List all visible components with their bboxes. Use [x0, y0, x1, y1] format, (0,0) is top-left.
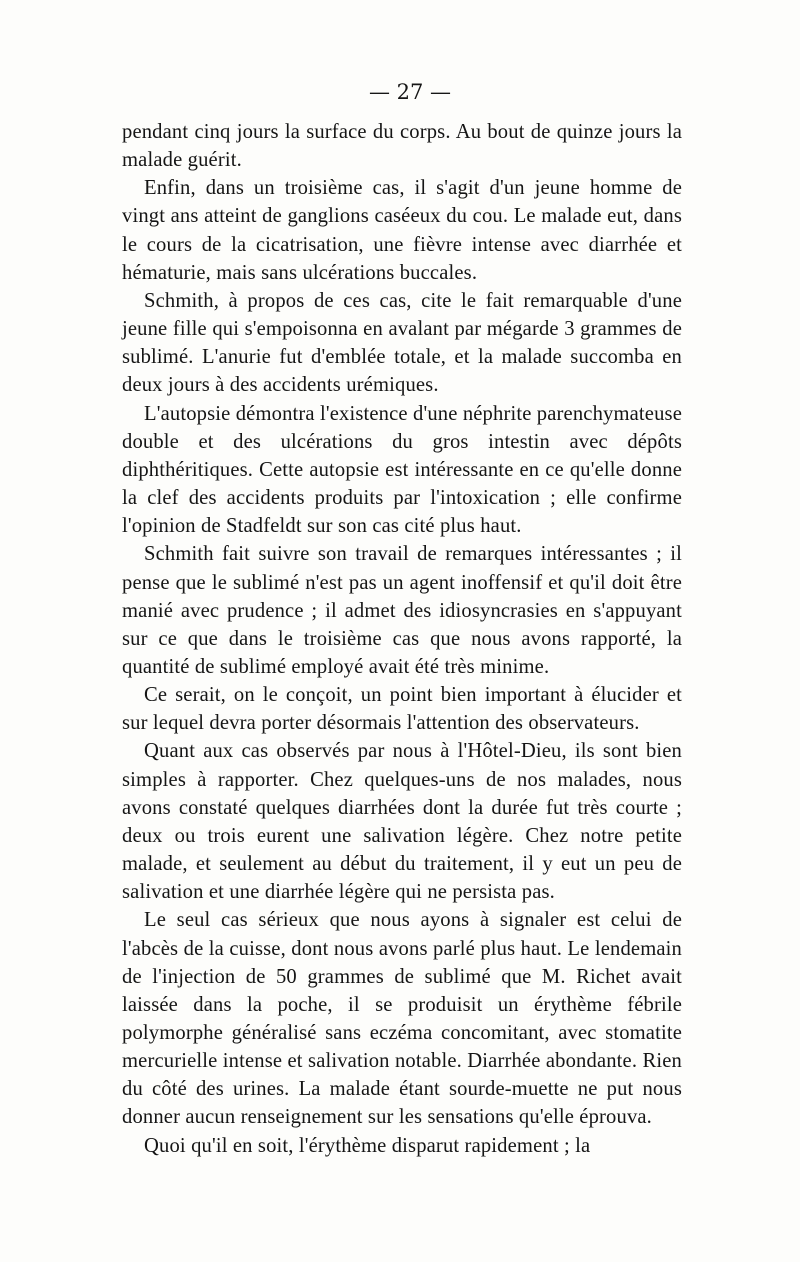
paragraph-7: Quant aux cas observés par nous à l'Hôtel-Dieu, ils sont bien simples à rapporter. Chez quelques-uns de nos malades, nous avons constaté quelques diarrhées dont la durée fut très courte ; deux ou trois eurent une salivation légère. Chez notre petite malade, et seulement au début du traitement, il y eut un peu de salivation et une diarrhée légère qui ne persista pas.	[122, 740, 682, 904]
page-number: — 27 —	[368, 80, 452, 104]
paragraph-5: Schmith fait suivre son travail de remarques intéressantes ; il pense que le sublimé n'est pas un agent inoffensif et qu'il doit être manié avec prudence ; il admet des idiosyncrasies en s'appuyant sur ce que dans le troisième cas que nous avons rapporté, la quantité de sublimé employé avait été très minime.	[122, 543, 682, 678]
paragraph-3: Schmith, à propos de ces cas, cite le fait remarquable d'une jeune fille qui s'empoisonna en avalant par mégarde 3 grammes de sublimé. L'anurie fut d'emblée totale, et la malade succomba en deux jours à des accidents urémiques.	[122, 289, 682, 397]
paragraph-4: L'autopsie démontra l'existence d'une néphrite parenchymateuse double et des ulcérations du gros intestin avec dépôts diphthéritiques. Cette autopsie est intéressante en ce qu'elle donne la clef des accidents produits par l'intoxication ; elle confirme l'opinion de Stadfeldt sur son cas cité plus haut.	[122, 402, 682, 538]
paragraph-1: pendant cinq jours la surface du corps. Au bout de quinze jours la malade guérit.	[122, 121, 682, 172]
body-text	[122, 118, 682, 1160]
paragraph-9: Quoi qu'il en soit, l'érythème disparut rapidement ; la	[144, 1134, 591, 1157]
paragraph-6: Ce serait, on le conçoit, un point bien important à élucider et sur lequel devra porter désormais l'attention des observateurs.	[122, 684, 682, 735]
paragraph-8: Le seul cas sérieux que nous ayons à signaler est celui de l'abcès de la cuisse, dont nous avons parlé plus haut. Le lendemain de l'injection de 50 grammes de sublimé que M. Richet avait laissée dans la poche, il se produisit un érythème fébrile polymorphe généralisé sans eczéma concomitant, avec stomatite mercurielle intense et salivation notable. Diarrhée abondante. Rien du côté des urines. La malade étant sourde-muette ne put nous donner aucun renseignement sur les sensations qu'elle éprouva.	[122, 909, 682, 1129]
paragraph-2: Enfin, dans un troisième cas, il s'agit d'un jeune homme de vingt ans atteint de ganglions caséeux du cou. Le malade eut, dans le cours de la cicatrisation, une fièvre intense avec diarrhée et hématurie, mais sans ulcérations buccales.	[122, 177, 682, 284]
